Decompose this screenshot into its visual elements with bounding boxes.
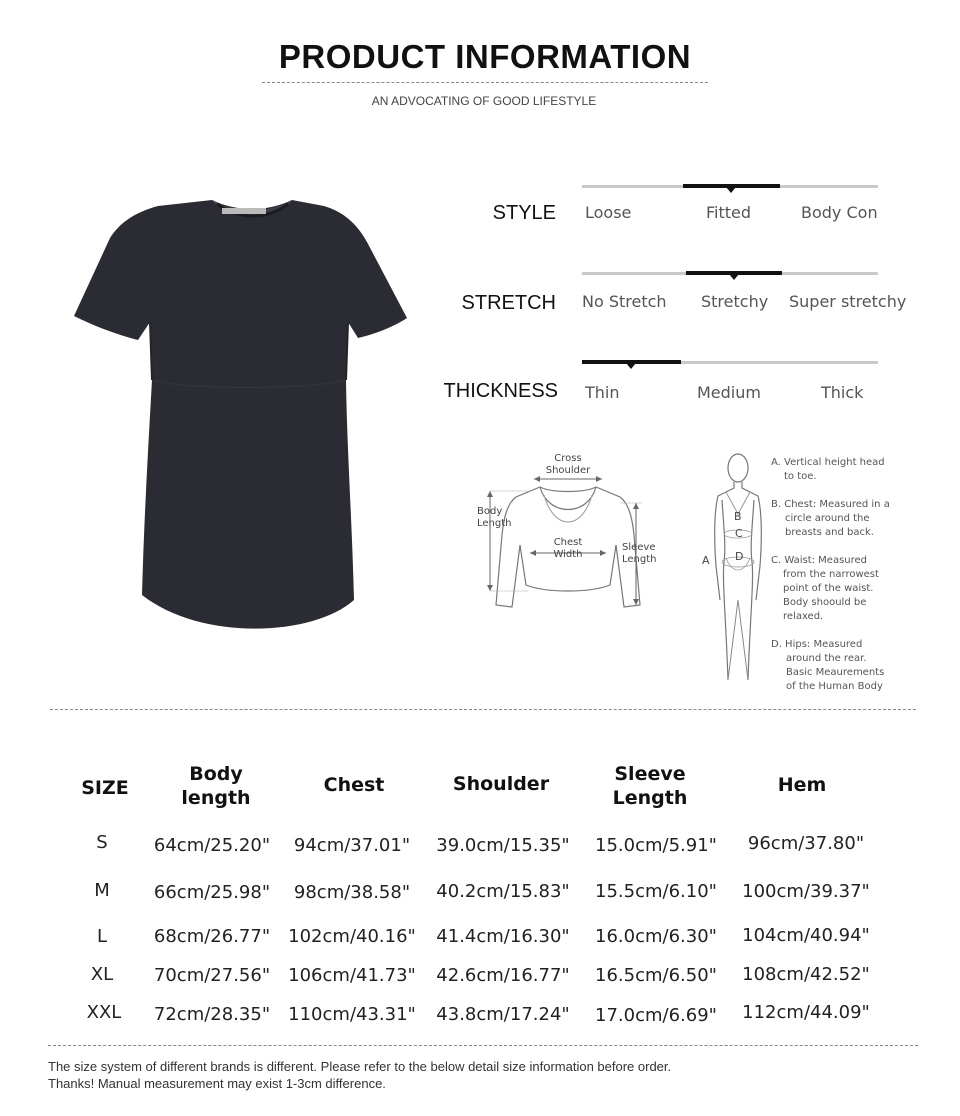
note-d: D. Hips: Measured around the rear. Basic Meaurements of the Human Body bbox=[771, 639, 885, 692]
table-cell: 94cm/37.01" bbox=[293, 835, 411, 856]
stretch-option-no-stretch: No Stretch bbox=[582, 292, 667, 311]
page-title: PRODUCT INFORMATION bbox=[278, 38, 692, 75]
table-cell: 64cm/25.20" bbox=[153, 835, 271, 856]
stretch-option-stretchy: Stretchy bbox=[701, 292, 769, 311]
size-cell: L bbox=[96, 926, 108, 947]
title-divider bbox=[262, 82, 708, 83]
marker-c: C bbox=[735, 527, 743, 540]
table-cell: 70cm/27.56" bbox=[153, 965, 271, 986]
header-size: SIZE bbox=[81, 777, 129, 799]
table-cell: 68cm/26.77" bbox=[153, 926, 271, 947]
size-cell: XXL bbox=[86, 1002, 122, 1023]
stretch-pointer-icon bbox=[729, 274, 739, 280]
table-cell: 16.0cm/6.30" bbox=[595, 926, 717, 947]
table-cell: 15.0cm/5.91" bbox=[595, 835, 717, 856]
table-cell: 16.5cm/6.50" bbox=[595, 965, 717, 986]
table-cell: 17.0cm/6.69" bbox=[595, 1005, 717, 1026]
footer-line-2: Thanks! Manual measurement may exist 1-3cm difference. bbox=[48, 1076, 386, 1091]
table-cell: 102cm/40.16" bbox=[288, 926, 416, 947]
stretch-label: STRETCH bbox=[461, 292, 556, 314]
note-b: B. Chest: Measured in a circle around the breasts and back. bbox=[771, 499, 890, 538]
size-cell: XL bbox=[90, 964, 114, 985]
header-body-length: Body length bbox=[181, 763, 251, 809]
table-cell: 110cm/43.31" bbox=[288, 1004, 416, 1025]
cross-shoulder-label: Cross Shoulder bbox=[545, 453, 591, 476]
table-cell: 43.8cm/17.24" bbox=[436, 1004, 570, 1025]
human-body-diagram bbox=[708, 450, 768, 686]
sleeve-length-label: Sleeve Length bbox=[622, 542, 657, 565]
table-cell: 108cm/42.52" bbox=[742, 964, 870, 985]
note-c: C. Waist: Measured from the narrowest point of the waist. Body shoould be relaxed. bbox=[771, 555, 879, 622]
footer-divider bbox=[48, 1045, 918, 1046]
size-cell: S bbox=[96, 832, 108, 853]
stretch-option-super-stretchy: Super stretchy bbox=[789, 292, 907, 311]
table-cell: 112cm/44.09" bbox=[742, 1002, 870, 1023]
header-hem: Hem bbox=[777, 774, 827, 796]
table-cell: 98cm/38.58" bbox=[293, 882, 411, 903]
section-divider bbox=[50, 709, 916, 710]
marker-a: A bbox=[702, 554, 710, 567]
page-subtitle: AN ADVOCATING OF GOOD LIFESTYLE bbox=[371, 94, 597, 108]
header-sleeve-length: Sleeve Length bbox=[612, 763, 688, 809]
size-cell: M bbox=[94, 880, 110, 901]
style-option-body-con: Body Con bbox=[801, 203, 878, 222]
thickness-option-thick: Thick bbox=[821, 383, 864, 402]
style-pointer-icon bbox=[726, 187, 736, 193]
thickness-pointer-icon bbox=[626, 363, 636, 369]
thickness-label: THICKNESS bbox=[443, 380, 558, 402]
header-shoulder: Shoulder bbox=[452, 773, 550, 795]
header-chest: Chest bbox=[323, 774, 385, 796]
table-cell: 40.2cm/15.83" bbox=[436, 881, 570, 902]
thickness-option-thin: Thin bbox=[585, 383, 620, 402]
table-cell: 15.5cm/6.10" bbox=[595, 881, 717, 902]
table-cell: 96cm/37.80" bbox=[747, 833, 865, 854]
table-cell: 104cm/40.94" bbox=[742, 925, 870, 946]
thickness-option-medium: Medium bbox=[697, 383, 761, 402]
note-a: A. Vertical height head to toe. bbox=[771, 457, 885, 482]
marker-d: D bbox=[735, 550, 744, 563]
marker-b: B bbox=[734, 510, 742, 523]
tshirt-image bbox=[62, 190, 432, 640]
body-length-label: Body Length bbox=[477, 506, 512, 529]
footer-line-1: The size system of different brands is different. Please refer to the below detail size information before order. bbox=[48, 1059, 672, 1074]
style-option-fitted: Fitted bbox=[706, 203, 752, 222]
table-cell: 41.4cm/16.30" bbox=[436, 926, 570, 947]
style-label: STYLE bbox=[492, 202, 556, 224]
table-cell: 72cm/28.35" bbox=[153, 1004, 271, 1025]
table-cell: 66cm/25.98" bbox=[153, 882, 271, 903]
footer-note bbox=[48, 1058, 671, 1092]
table-cell: 100cm/39.37" bbox=[742, 881, 870, 902]
table-cell: 106cm/41.73" bbox=[288, 965, 416, 986]
style-option-loose: Loose bbox=[585, 203, 632, 222]
table-cell: 39.0cm/15.35" bbox=[436, 835, 570, 856]
table-cell: 42.6cm/16.77" bbox=[436, 965, 570, 986]
chest-width-label: Chest Width bbox=[553, 537, 583, 560]
